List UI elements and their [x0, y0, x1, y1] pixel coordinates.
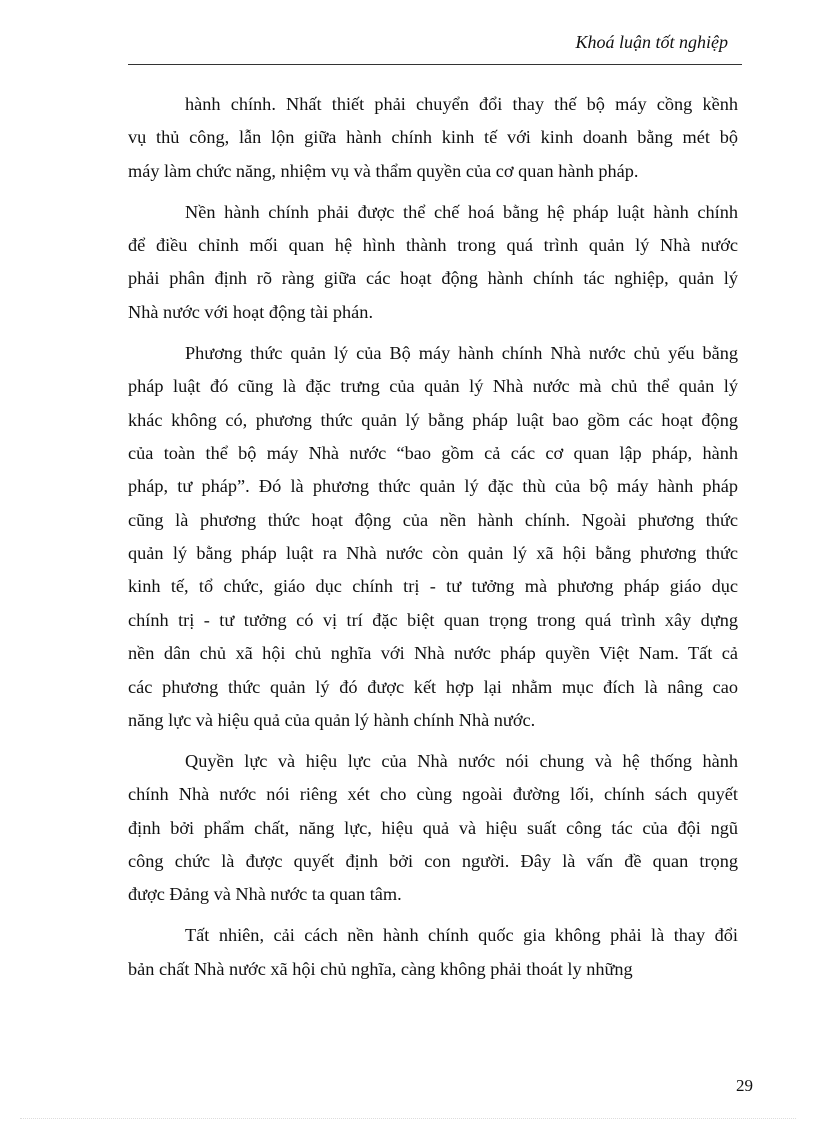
header-divider — [128, 64, 742, 65]
document-body — [128, 88, 738, 994]
text-line: cũng là phương thức hoạt động của nền hành chính. Ngoài phương thức — [128, 509, 738, 530]
paragraph — [128, 88, 738, 188]
running-header: Khoá luận tốt nghiệp — [575, 32, 728, 52]
text-line: chính Nhà nước nói riêng xét cho cùng ngoài đường lối, chính sách quyết — [128, 784, 738, 805]
text-line: vụ thủ công, lẫn lộn giữa hành chính kinh tế với kinh doanh bằng mét bộ — [128, 127, 738, 148]
paragraph — [128, 745, 738, 912]
text-line: bản chất Nhà nước xã hội chủ nghĩa, càng không phải thoát ly những — [128, 958, 633, 979]
text-line: Phương thức quản lý của Bộ máy hành chính Nhà nước chủ yếu bằng — [185, 342, 738, 363]
page-number: 29 — [736, 1076, 753, 1095]
text-line: của toàn thể bộ máy Nhà nước “bao gồm cả các cơ quan lập pháp, hành — [128, 442, 738, 463]
text-line: khác không có, phương thức quản lý bằng pháp luật bao gồm các hoạt động — [128, 409, 738, 430]
text-line: Tất nhiên, cải cách nền hành chính quốc gia không phải là thay đổi — [185, 925, 738, 946]
text-line: Nền hành chính phải được thể chế hoá bằng hệ pháp luật hành chính — [185, 201, 738, 222]
text-line: nền dân chủ xã hội chủ nghĩa với Nhà nước pháp quyền Việt Nam. Tất cả — [128, 643, 738, 664]
text-line: chính trị - tư tưởng có vị trí đặc biệt quan trọng trong quá trình xây dựng — [128, 609, 738, 630]
text-line: pháp luật đó cũng là đặc trưng của quản lý Nhà nước mà chủ thể quản lý — [128, 376, 738, 397]
text-line: quản lý bằng pháp luật ra Nhà nước còn quản lý xã hội bằng phương thức — [128, 543, 738, 564]
page-bottom-edge — [20, 1118, 796, 1119]
text-line: định bởi phẩm chất, năng lực, hiệu quả và hiệu suất công tác của đội ngũ — [128, 817, 738, 838]
paragraph — [128, 337, 738, 738]
text-line: năng lực và hiệu quả của quản lý hành chính Nhà nước. — [128, 710, 536, 731]
text-line: Nhà nước với hoạt động tài phán. — [128, 301, 374, 322]
text-line: được Đảng và Nhà nước ta quan tâm. — [128, 884, 402, 905]
text-line: pháp, tư pháp”. Đó là phương thức quản lý đặc thù của bộ máy hành pháp — [128, 476, 738, 497]
text-line: kinh tế, tổ chức, giáo dục chính trị - tư tưởng mà phương pháp giáo dục — [128, 576, 738, 597]
text-line: Quyền lực và hiệu lực của Nhà nước nói chung và hệ thống hành — [185, 750, 738, 771]
text-line: công chức là được quyết định bởi con người. Đây là vấn đề quan trọng — [128, 851, 738, 872]
text-line: máy làm chức năng, nhiệm vụ và thẩm quyền của cơ quan hành pháp. — [128, 160, 639, 181]
text-line: các phương thức quản lý đó được kết hợp lại nhằm mục đích là nâng cao — [128, 676, 738, 697]
text-line: phải phân định rõ ràng giữa các hoạt động hành chính tác nghiệp, quản lý — [128, 268, 738, 289]
text-line: để điều chỉnh mối quan hệ hình thành trong quá trình quản lý Nhà nước — [128, 235, 738, 256]
paragraph — [128, 196, 738, 330]
text-line: hành chính. Nhất thiết phải chuyển đổi thay thế bộ máy cồng kềnh — [185, 94, 738, 114]
paragraph — [128, 919, 738, 986]
